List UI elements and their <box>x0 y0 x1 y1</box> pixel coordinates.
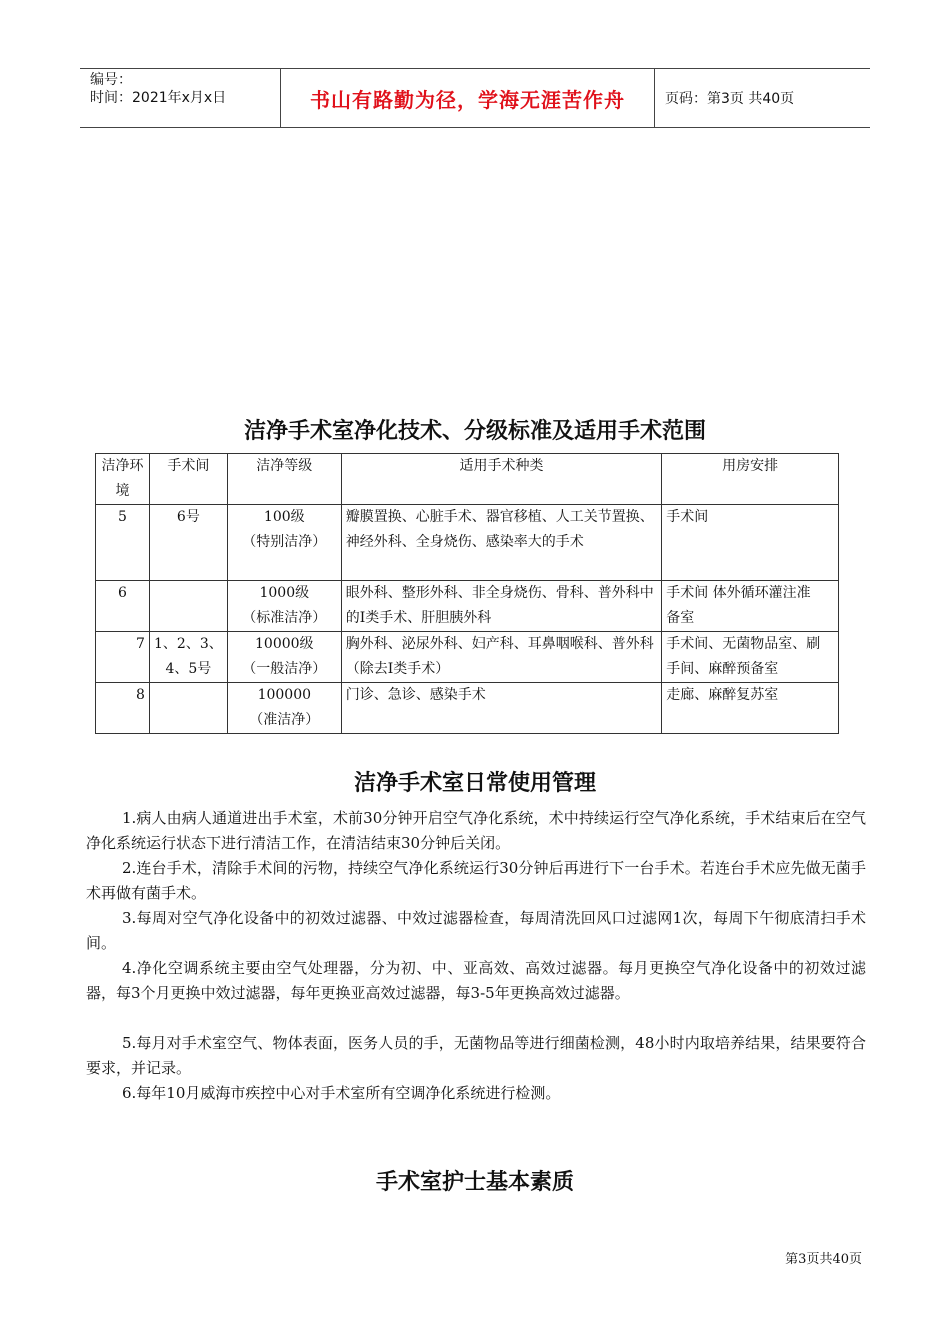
cell-surgery: 胸外科、泌尿外科、妇产科、耳鼻咽喉科、普外科（除去Ⅰ类手术） <box>341 632 661 683</box>
header-cell-usage: 用房安排 <box>662 454 839 505</box>
cell-usage: 走廊、麻醉复苏室 <box>662 683 839 734</box>
cell-room <box>149 683 227 734</box>
table-row <box>96 683 839 734</box>
grade-note: （标准洁净） <box>242 610 327 626</box>
table-row <box>96 505 839 581</box>
cell-surgery: 瓣膜置换、心脏手术、器官移植、人工关节置换、神经外科、全身烧伤、感染率大的手术 <box>341 505 661 581</box>
grade-note: （一般洁净） <box>242 661 327 677</box>
cell-env: 5 <box>96 505 150 581</box>
grade-value: 100000 <box>257 687 312 703</box>
management-paragraph-3: 3.每周对空气净化设备中的初效过滤器、中效过滤器检查，每周清洗回风口过滤网1次，每周下午彻底清扫手术间。 <box>86 909 866 952</box>
cell-env: 6 <box>96 581 150 632</box>
header-motto: 书山有路勤为径，学海无涯苦作舟 <box>281 69 655 127</box>
cell-usage: 手术间 <box>662 505 839 581</box>
grade-value: 1000级 <box>259 585 310 601</box>
cell-room: 6号 <box>149 505 227 581</box>
header-cell-room: 手术间 <box>149 454 227 505</box>
grade-note: （准洁净） <box>249 712 320 728</box>
cell-grade <box>227 632 341 683</box>
cell-grade <box>227 581 341 632</box>
cell-room: 1、2、3、4、5号 <box>149 632 227 683</box>
page-header <box>80 68 870 128</box>
management-paragraph-5: 5.每月对手术室空气、物体表面，医务人员的手，无菌物品等进行细菌检测，48小时内取培养结果，结果要符合要求，并记录。 <box>86 1034 866 1077</box>
grade-value: 100级 <box>263 509 305 525</box>
grade-note: （特别洁净） <box>242 534 327 550</box>
cell-env: 7 <box>96 632 150 683</box>
table-header-row <box>96 454 839 505</box>
section1-title: 洁净手术室净化技术、分级标准及适用手术范围 <box>243 419 706 444</box>
management-paragraph-1: 1.病人由病人通道进出手术室，术前30分钟开启空气净化系统，术中持续运行空气净化系统，手术结束后在空气净化系统运行状态下进行清洁工作，在清洁结束30分钟后关闭。 <box>86 809 866 852</box>
cell-surgery: 眼外科、整形外科、非全身烧伤、骨科、普外科中的Ⅰ类手术、肝胆胰外科 <box>341 581 661 632</box>
document-time-label: 时间：2021年x月x日 <box>90 90 227 106</box>
cell-surgery: 门诊、急诊、感染手术 <box>341 683 661 734</box>
management-paragraph-2: 2.连台手术，清除手术间的污物，持续空气净化系统运行30分钟后再进行下一台手术。若连台手术应先做无菌手术再做有菌手术。 <box>86 859 866 902</box>
management-paragraph-6: 6.每年10月威海市疾控中心对手术室所有空调净化系统进行检测。 <box>122 1084 561 1102</box>
management-paragraph-4: 4.净化空调系统主要由空气处理器，分为初、中、亚高效、高效过滤器。每月更换空气净化设备中的初效过滤器，每3个月更换中效过滤器，每年更换亚高效过滤器，每3-5年更换高效过滤器。 <box>86 959 866 1002</box>
clean-room-standards-table <box>95 453 839 734</box>
header-meta <box>80 69 281 127</box>
header-cell-surgery: 适用手术种类 <box>341 454 661 505</box>
section3-title: 手术室护士基本素质 <box>375 1170 574 1195</box>
cell-grade <box>227 683 341 734</box>
table-row <box>96 632 839 683</box>
cell-usage: 手术间、无菌物品室、刷手间、麻醉预备室 <box>662 632 839 683</box>
section2-title: 洁净手术室日常使用管理 <box>353 771 596 796</box>
document-number-label: 编号： <box>90 72 132 88</box>
cell-env: 8 <box>96 683 150 734</box>
cell-room <box>149 581 227 632</box>
footer-page-number: 第3页共40页 <box>785 1252 862 1267</box>
cell-grade <box>227 505 341 581</box>
header-cell-grade: 洁净等级 <box>227 454 341 505</box>
table-row <box>96 581 839 632</box>
header-page-info: 页码：第3页 共40页 <box>665 91 795 107</box>
header-cell-env: 洁净环境 <box>96 454 150 505</box>
grade-value: 10000级 <box>255 636 314 652</box>
cell-usage: 手术间 体外循环灌注准备室 <box>662 581 839 632</box>
